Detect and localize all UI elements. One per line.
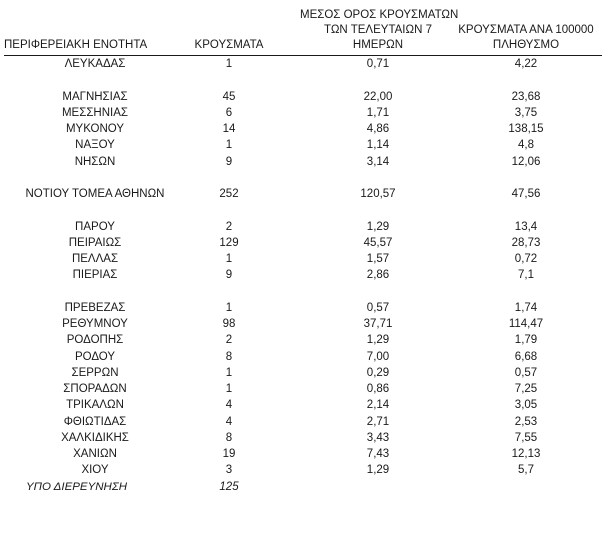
cell-average: 2,71 — [366, 415, 390, 428]
cell-region: ΝΟΤΙΟΥ ΤΟΜΕΑ ΑΘΗΝΩΝ — [25, 188, 165, 200]
cell-average: 1,14 — [366, 139, 390, 152]
cell-cases: 4 — [225, 415, 233, 428]
table-row — [0, 332, 609, 348]
table-row — [0, 430, 609, 446]
table-row — [0, 105, 609, 121]
cell-per-100000: 7,55 — [514, 431, 538, 444]
table-row — [0, 462, 609, 478]
header-average-line-1: ΜΕΣΟΣ ΟΡΟΣ ΚΡΟΥΣΜΑΤΩΝ — [300, 9, 459, 21]
table-row — [0, 251, 609, 267]
cell-cases: 45 — [222, 90, 236, 103]
cell-average: 3,43 — [366, 431, 390, 444]
table-row — [0, 381, 609, 397]
table-row — [0, 89, 609, 105]
table-row — [0, 414, 609, 430]
cell-cases: 4 — [225, 399, 233, 412]
cell-average: 3,14 — [366, 155, 390, 168]
cell-average: 2,86 — [366, 269, 390, 282]
table-header — [0, 0, 609, 56]
cell-region: ΤΡΙΚΑΛΩΝ — [66, 399, 124, 412]
header-cases-per-100000 — [448, 23, 604, 53]
table-row — [0, 349, 609, 365]
table-row — [0, 186, 609, 202]
header-average-line-2: ΤΩΝ ΤΕΛΕΥΤΑΙΩΝ 7 — [324, 24, 432, 36]
cell-region: ΜΑΓΝΗΣΙΑΣ — [62, 90, 128, 103]
cell-per-100000: 0,72 — [514, 253, 538, 265]
cell-average: 1,57 — [366, 253, 390, 265]
cell-per-100000: 23,68 — [511, 90, 541, 103]
cell-cases: 9 — [225, 155, 233, 168]
table-row — [0, 235, 609, 251]
cell-per-100000: 4,22 — [514, 58, 538, 70]
cell-cases: 1 — [225, 301, 233, 314]
cell-per-100000: 0,57 — [514, 366, 538, 379]
cell-average: 37,71 — [363, 318, 393, 330]
cell-cases: 1 — [225, 366, 233, 379]
cell-cases: 1 — [225, 139, 233, 152]
table-row — [0, 267, 609, 283]
cell-region: ΛΕΥΚΑΔΑΣ — [64, 58, 126, 70]
cell-cases: 1 — [225, 383, 233, 395]
cell-per-100000: 13,4 — [514, 220, 538, 233]
cell-per-100000: 12,06 — [511, 155, 541, 168]
header-average-line-3: ΗΜΕΡΩΝ — [352, 39, 404, 51]
cell-region: ΠΕΛΛΑΣ — [71, 253, 119, 265]
cell-region: ΠΕΙΡΑΙΩΣ — [68, 236, 122, 249]
cell-cases: 2 — [225, 334, 233, 347]
cell-region: ΡΕΘΥΜΝΟΥ — [62, 318, 128, 330]
table-row — [0, 121, 609, 137]
header-per100k-line-2: ΠΛΗΘΥΣΜΟ — [492, 39, 560, 51]
cell-cases: 19 — [222, 448, 236, 460]
cell-region: ΝΑΞΟΥ — [75, 139, 115, 152]
cell-per-100000: 7,1 — [518, 269, 534, 282]
cell-region: ΧΙΟΥ — [81, 464, 109, 477]
cell-average: 7,00 — [366, 350, 390, 363]
cell-region: ΣΕΡΡΩΝ — [71, 366, 119, 379]
cell-average: 0,29 — [366, 366, 390, 379]
cell-region: ΝΗΣΩΝ — [74, 155, 116, 168]
header-cases: ΚΡΟΥΣΜΑΤΑ — [194, 39, 264, 51]
spacer-row — [0, 72, 609, 88]
cell-region: ΠΡΕΒΕΖΑΣ — [64, 301, 126, 314]
cell-region: ΥΠΟ ΔΙΕΡΕΥΝΗΣΗ — [25, 480, 128, 493]
cell-per-100000: 28,73 — [511, 236, 541, 249]
table-row — [0, 397, 609, 413]
header-region: ΠΕΡΙΦΕΡΕΙΑΚΗ ΕΝΟΤΗΤΑ — [4, 39, 148, 51]
cell-per-100000: 7,25 — [514, 383, 538, 395]
cell-region: ΧΑΛΚΙΔΙΚΗΣ — [61, 431, 129, 444]
cell-average: 1,29 — [366, 220, 390, 233]
table-row — [0, 446, 609, 462]
table-row — [0, 137, 609, 153]
cell-average: 1,29 — [366, 464, 390, 477]
cell-region: ΣΠΟΡΑΔΩΝ — [63, 383, 127, 395]
cell-region: ΦΘΙΩΤΙΔΑΣ — [63, 415, 127, 428]
table-row — [0, 300, 609, 316]
cell-cases: 1 — [225, 253, 233, 265]
table-row — [0, 479, 609, 495]
cell-region: ΠΙΕΡΙΑΣ — [72, 269, 118, 282]
cell-cases: 252 — [219, 188, 239, 200]
spacer-row — [0, 202, 609, 218]
cell-per-100000: 6,68 — [514, 350, 538, 363]
table-row — [0, 219, 609, 235]
cell-per-100000: 1,79 — [514, 334, 538, 347]
cell-average: 2,14 — [366, 399, 390, 412]
cell-average: 4,86 — [366, 123, 390, 135]
cell-average: 1,71 — [366, 106, 390, 119]
cell-average: 1,29 — [366, 334, 390, 347]
spacer-row — [0, 284, 609, 300]
cell-cases: 8 — [225, 431, 233, 444]
cell-cases: 14 — [222, 123, 236, 135]
cell-per-100000: 12,13 — [511, 448, 541, 460]
cell-cases: 98 — [222, 318, 236, 330]
spacer-row — [0, 170, 609, 186]
cell-region: ΡΟΔΟΥ — [74, 350, 116, 363]
cell-cases: 2 — [225, 220, 233, 233]
cell-per-100000: 5,7 — [518, 464, 534, 477]
cell-average: 22,00 — [363, 90, 393, 103]
header-average-7-days — [300, 8, 459, 53]
cell-region: ΜΥΚΟΝΟΥ — [65, 123, 125, 135]
cell-average: 7,43 — [366, 448, 390, 460]
cell-per-100000: 47,56 — [511, 188, 541, 200]
cell-per-100000: 3,75 — [514, 106, 538, 119]
cell-cases: 129 — [219, 236, 239, 249]
cell-per-100000: 2,53 — [514, 415, 538, 428]
cell-cases: 8 — [225, 350, 233, 363]
cell-average: 0,57 — [366, 301, 390, 314]
cell-per-100000: 4,8 — [518, 139, 534, 152]
cell-average: 45,57 — [363, 236, 393, 249]
table-body — [0, 56, 609, 495]
cell-region: ΜΕΣΣΗΝΙΑΣ — [61, 106, 129, 119]
table-row — [0, 316, 609, 332]
cell-cases: 125 — [219, 480, 239, 493]
cell-average: 120,57 — [360, 188, 396, 200]
cell-region: ΡΟΔΟΠΗΣ — [66, 334, 124, 347]
cell-per-100000: 1,74 — [514, 301, 538, 314]
cell-cases: 9 — [225, 269, 233, 282]
cell-cases: 1 — [225, 58, 233, 70]
cell-cases: 3 — [225, 464, 233, 477]
cell-per-100000: 114,47 — [508, 318, 544, 330]
cell-region: ΠΑΡΟΥ — [75, 220, 115, 233]
cell-per-100000: 3,05 — [514, 399, 538, 412]
table-row — [0, 56, 609, 72]
cell-cases: 6 — [225, 106, 233, 119]
cell-average: 0,71 — [366, 58, 390, 70]
header-per100k-line-1: ΚΡΟΥΣΜΑΤΑ ΑΝΑ 100000 — [458, 24, 594, 36]
table-row — [0, 154, 609, 170]
cell-average: 0,86 — [366, 383, 390, 395]
table-row — [0, 365, 609, 381]
cell-per-100000: 138,15 — [508, 123, 544, 135]
cell-region: ΧΑΝΙΩΝ — [73, 448, 117, 460]
